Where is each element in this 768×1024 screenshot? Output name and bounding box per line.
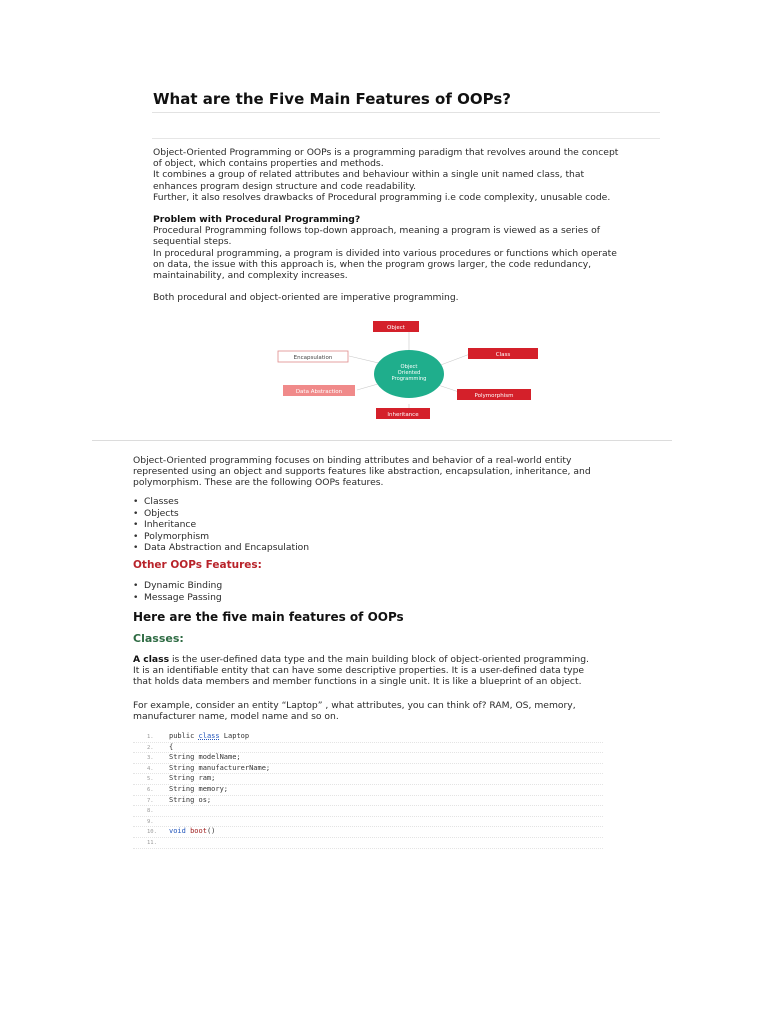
line-number: 7.	[147, 797, 154, 804]
code-line	[133, 743, 603, 754]
procedural-line: In procedural programming, a program is divided into various procedures or functions which operate	[153, 247, 617, 259]
intro-paragraph	[153, 147, 618, 203]
section-divider	[92, 440, 672, 441]
diagram-connector	[349, 356, 383, 364]
line-number: 9.	[147, 818, 154, 825]
code-block	[133, 732, 603, 849]
procedural-section	[153, 214, 617, 281]
node-polymorphism-label: Polymorphism	[474, 393, 514, 399]
intro-line: Further, it also resolves drawbacks of Procedural programming i.e code complexity, unusable code.	[153, 191, 611, 203]
imperative-note: Both procedural and object-oriented are imperative programming.	[153, 292, 459, 303]
node-object-label: Object	[387, 325, 405, 331]
code-token: {	[169, 742, 174, 751]
code-line	[133, 838, 603, 849]
node-encapsulation-label: Encapsulation	[293, 355, 333, 361]
class-line-rest: is the user-defined data type and the main building block of object-oriented programming.	[169, 654, 589, 665]
summary-paragraph	[133, 455, 591, 489]
code-keyword: class	[198, 732, 220, 740]
line-number: 5.	[147, 776, 154, 783]
code-line	[133, 785, 603, 796]
list-item: • Polymorphism	[133, 531, 309, 543]
code-token: String os;	[169, 795, 212, 804]
five-features-heading: Here are the five main features of OOPs	[133, 610, 404, 624]
line-number: 10.	[147, 829, 157, 836]
code-line	[133, 753, 603, 764]
other-features-list	[133, 580, 222, 603]
line-number: 8.	[147, 808, 154, 815]
class-lead: A class	[133, 654, 170, 665]
code-line	[133, 817, 603, 828]
node-inheritance-label: Inheritance	[387, 412, 419, 418]
code-line	[133, 732, 603, 743]
code-token: public	[169, 732, 199, 740]
center-label-line: Object	[400, 364, 418, 370]
list-item: • Classes	[133, 496, 309, 508]
procedural-line: on data, the issue with this approach is, when the program grows larger, the code redundancy,	[153, 258, 592, 270]
node-data-abstraction-label: Data Abstraction	[295, 389, 343, 395]
example-paragraph	[133, 700, 576, 722]
line-number: 6.	[147, 786, 154, 793]
code-token: String ram;	[169, 774, 216, 783]
intro-line: enhances program design structure and code readability.	[153, 180, 417, 192]
procedural-line: maintainability, and complexity increases.	[153, 270, 348, 282]
code-line	[133, 796, 603, 807]
code-keyword: void	[169, 827, 186, 836]
line-number: 4.	[147, 765, 154, 772]
code-line	[133, 774, 603, 785]
list-item: • Data Abstraction and Encapsulation	[133, 542, 309, 554]
oop-concepts-diagram	[275, 318, 541, 422]
summary-line: represented using an object and supports features like abstraction, encapsulation, inheritance, and	[133, 466, 591, 478]
intro-line: It combines a group of related attributes and behaviour within a single unit named class, that	[153, 169, 585, 181]
code-token: Laptop	[219, 732, 250, 740]
line-number: 1.	[147, 734, 154, 740]
code-token: String modelName;	[169, 753, 241, 762]
list-item: • Dynamic Binding	[133, 580, 222, 592]
meta-divider	[152, 138, 660, 139]
list-item: • Objects	[133, 508, 309, 520]
code-token: ()	[206, 827, 216, 836]
title-divider	[152, 112, 660, 113]
classes-heading: Classes:	[133, 632, 184, 645]
line-number: 2.	[147, 744, 154, 751]
list-item: • Message Passing	[133, 592, 222, 604]
other-features-heading: Other OOPs Features:	[133, 559, 262, 571]
code-token: String memory;	[169, 784, 229, 793]
classes-paragraph	[133, 654, 589, 688]
code-token: String manufacturerName;	[169, 763, 271, 772]
page-title: What are the Five Main Features of OOPs?	[153, 90, 511, 108]
code-line	[133, 764, 603, 775]
code-line	[133, 806, 603, 817]
intro-line: Object-Oriented Programming or OOPs is a programming paradigm that revolves around the concept	[153, 147, 619, 158]
intro-line: of object, which contains properties and methods.	[153, 158, 384, 170]
features-list	[133, 496, 309, 554]
list-item: • Inheritance	[133, 519, 309, 531]
example-line: manufacturer name, model name and so on.	[133, 711, 339, 723]
code-line	[133, 827, 603, 838]
center-label-line: Oriented	[397, 370, 421, 376]
example-line: For example, consider an entity “Laptop” , what attributes, you can think of? RAM, OS, memory,	[133, 700, 576, 711]
summary-line: Object-Oriented programming focuses on binding attributes and behavior of a real-world entity	[133, 455, 572, 466]
diagram-connector	[438, 354, 470, 366]
line-number: 3.	[147, 755, 154, 762]
procedural-line: Procedural Programming follows top-down approach, meaning a program is viewed as a series of	[153, 225, 600, 237]
code-function: boot	[185, 827, 207, 836]
classes-line: It is an identifiable entity that can have some descriptive properties. It is a user-defined data type	[133, 665, 585, 677]
procedural-heading: Problem with Procedural Programming?	[153, 214, 361, 225]
classes-line: that holds data members and member functions in a single unit. It is like a blueprint of an object.	[133, 676, 582, 688]
summary-line: polymorphism. These are the following OOPs features.	[133, 477, 384, 489]
center-label-line: Programming	[391, 376, 427, 382]
procedural-line: sequential steps.	[153, 236, 232, 248]
line-number: 11.	[147, 839, 157, 846]
node-class-label: Class	[495, 352, 511, 358]
